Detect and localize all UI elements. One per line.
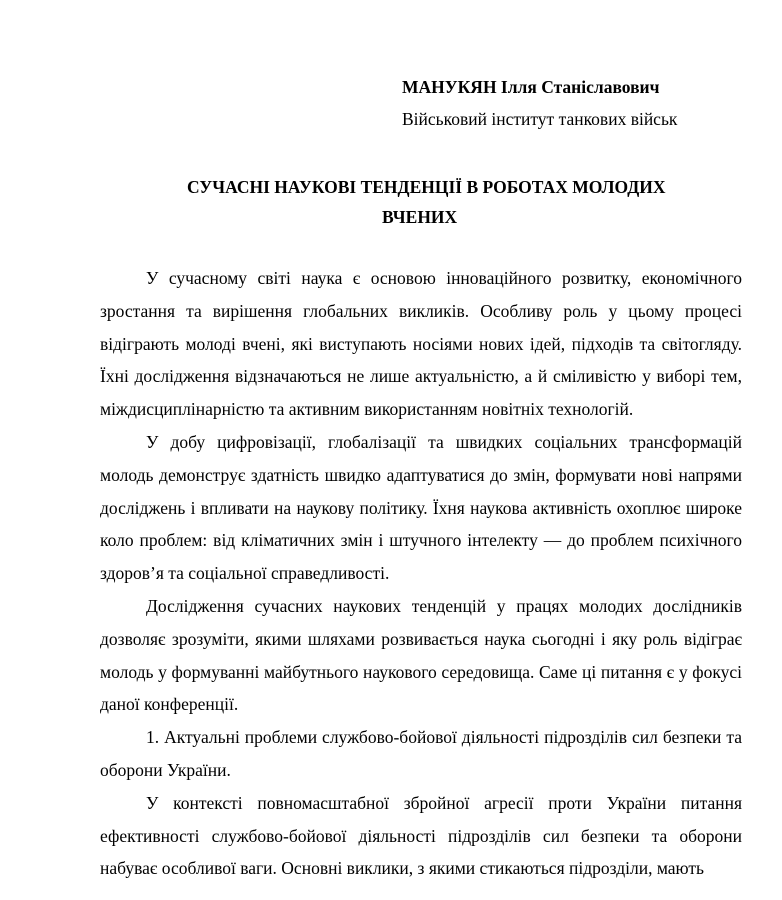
paragraph-3: Дослідження сучасних наукових тенденцій у працях молодих дослідників дозволяє зрозуміти, якими шляхами розвивається наука сьогодні і яку роль відіграє молодь у формуванні майбутнього наукового середовища. Саме ці питання є у фокусі даної конференції. — [100, 595, 742, 715]
author-name: МАНУКЯН Ілля Станіславович — [402, 77, 660, 97]
title-line-1: СУЧАСНІ НАУКОВІ ТЕНДЕНЦІЇ В РОБОТАХ МОЛОДИХ — [187, 177, 666, 197]
body-text — [100, 262, 742, 885]
author-organization: Військовий інститут танкових військ — [402, 109, 678, 129]
document-title — [100, 172, 782, 232]
paragraph-1: У сучасному світі наука є основою інноваційного розвитку, економічного зростання та вирішення глобальних викликів. Особливу роль у цьому процесі відіграють молоді вчені, які виступають носіями нових ідей, підходів та світогляду. Їхні дослідження відзначаються не лише актуальністю, а й сміливістю у виборі тем, міждисциплінарністю та активним використанням новітніх технологій. — [100, 268, 742, 420]
section-heading-1: 1. Актуальні проблеми службово-бойової діяльності підрозділів сил безпеки та оборони України. — [100, 727, 742, 780]
paragraph-2: У добу цифровізації, глобалізації та швидких соціальних трансформацій молодь демонструє здатність швидко адаптуватися до змін, формувати нові напрями досліджень і впливати на наукову політику. Їхня наукова активність охоплює широке коло проблем: від кліматичних змін і штучного інтелекту — до проблем психічного здоров’я та соціальної справедливості. — [100, 431, 742, 584]
author-block — [402, 76, 772, 130]
paragraph-4: У контексті повномасштабної збройної агресії проти України питання ефективності службово-бойової діяльності підрозділів сил безпеки та оборони набуває особливої ваги. Основні виклики, з якими стикаються підрозділи, мають — [100, 792, 742, 879]
title-line-2: ВЧЕНИХ — [382, 207, 458, 227]
